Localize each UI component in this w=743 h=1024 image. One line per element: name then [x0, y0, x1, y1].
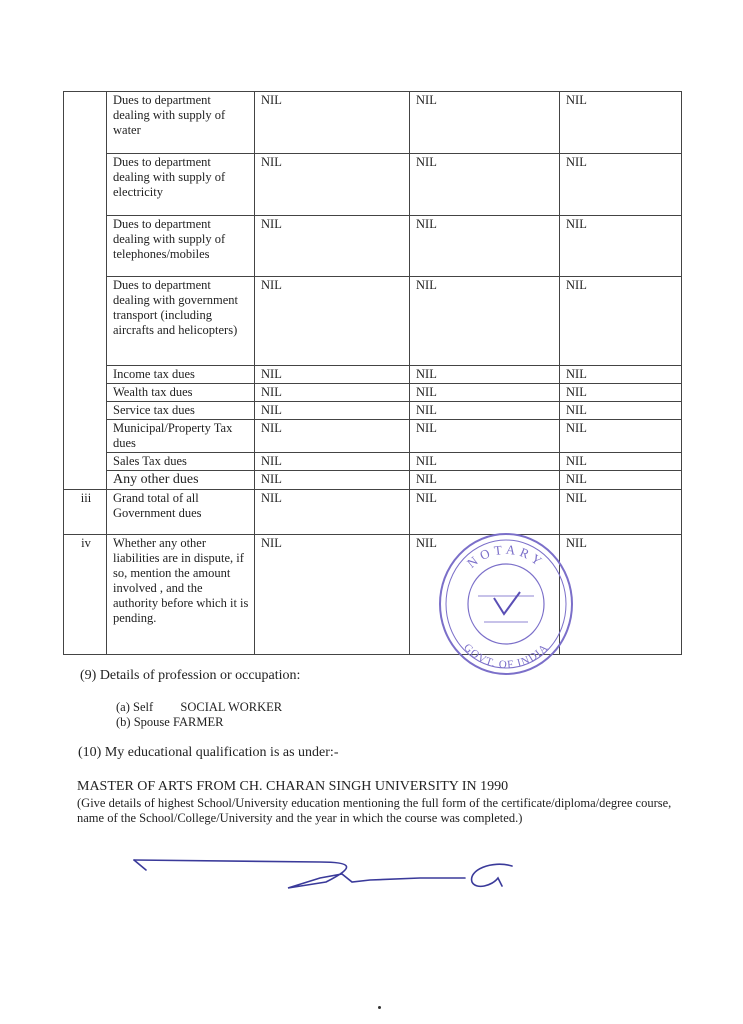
value-cell: NIL — [560, 366, 682, 384]
value-cell: NIL — [255, 471, 410, 490]
table-row — [64, 471, 682, 490]
description-cell: Dues to department dealing with supply of electricity — [107, 154, 255, 216]
table-row — [64, 92, 682, 154]
description-cell: Income tax dues — [107, 366, 255, 384]
value-cell: NIL — [410, 471, 560, 490]
stamp-top-text: NOTARY — [464, 541, 548, 571]
description-cell: Dues to department dealing with supply of telephones/mobiles — [107, 216, 255, 277]
notary-stamp-icon — [436, 530, 576, 678]
qualification-instruction: (Give details of highest School/University education mentioning the full form of the certificate/diploma/degree course, name of the School/College/University and the year in which the course was completed.) — [77, 796, 672, 825]
value-cell: NIL — [560, 453, 682, 471]
value-cell: NIL — [560, 535, 682, 655]
description-cell: Service tax dues — [107, 402, 255, 420]
description-cell: Any other dues — [107, 471, 255, 490]
row-number-cell: iv — [64, 535, 107, 655]
stamp-bottom-text: GOVT. OF INDIA — [461, 641, 551, 672]
value-cell: NIL — [560, 420, 682, 453]
qualification-text: MASTER OF ARTS FROM CH. CHARAN SINGH UNIVERSITY IN 1990 — [77, 779, 509, 794]
value-cell: NIL — [255, 384, 410, 402]
table-row — [64, 535, 682, 655]
value-cell: NIL — [410, 420, 560, 453]
value-cell: NIL — [560, 277, 682, 366]
table-row — [64, 384, 682, 402]
value-cell: NIL — [410, 154, 560, 216]
self-label: (a) Self — [116, 700, 154, 714]
table-row — [64, 366, 682, 384]
value-cell: NIL — [560, 92, 682, 154]
value-cell: NIL — [255, 154, 410, 216]
self-occupation-line — [116, 700, 282, 715]
value-cell: NIL — [410, 216, 560, 277]
value-cell: NIL — [255, 535, 410, 655]
value-cell: NIL — [255, 420, 410, 453]
description-cell: Dues to department dealing with supply of water — [107, 92, 255, 154]
table-row — [64, 420, 682, 453]
value-cell: NIL — [410, 402, 560, 420]
value-cell: NIL — [255, 216, 410, 277]
description-cell: Whether any other liabilities are in dispute, if so, mention the amount involved , and the authority before which it is pending. — [107, 535, 255, 655]
section-9-heading: (9) Details of profession or occupation: — [80, 668, 301, 683]
value-cell: NIL — [410, 92, 560, 154]
description-cell: Sales Tax dues — [107, 453, 255, 471]
spouse-label: (b) Spouse — [116, 715, 170, 729]
row-number-cell — [64, 92, 107, 490]
table-row — [64, 453, 682, 471]
table-row — [64, 277, 682, 366]
value-cell: NIL — [255, 402, 410, 420]
value-cell: NIL — [560, 402, 682, 420]
value-cell: NIL — [255, 92, 410, 154]
description-cell: Municipal/Property Tax dues — [107, 420, 255, 453]
value-cell: NIL — [560, 216, 682, 277]
table-row — [64, 154, 682, 216]
value-cell: NIL — [560, 154, 682, 216]
description-cell: Grand total of all Government dues — [107, 490, 255, 535]
spouse-occupation-line — [116, 715, 223, 730]
value-cell: NIL — [410, 453, 560, 471]
value-cell: NIL — [560, 471, 682, 490]
table-row — [64, 490, 682, 535]
value-cell: NIL — [410, 277, 560, 366]
signature-icon — [120, 848, 540, 898]
self-occupation-value: SOCIAL WORKER — [180, 700, 283, 714]
value-cell: NIL — [410, 384, 560, 402]
value-cell: NIL — [560, 490, 682, 535]
dues-table — [63, 91, 682, 655]
table-row — [64, 402, 682, 420]
value-cell: NIL — [255, 490, 410, 535]
row-number-cell: iii — [64, 490, 107, 535]
table-row — [64, 216, 682, 277]
value-cell: NIL — [410, 490, 560, 535]
value-cell: NIL — [410, 535, 560, 655]
value-cell: NIL — [255, 366, 410, 384]
value-cell: NIL — [255, 453, 410, 471]
description-cell: Wealth tax dues — [107, 384, 255, 402]
spouse-occupation-value: FARMER — [172, 715, 224, 729]
svg-text:NOTARY — [464, 542, 548, 571]
value-cell: NIL — [255, 277, 410, 366]
section-10-heading: (10) My educational qualification is as under:- — [78, 745, 339, 760]
description-cell: Dues to department dealing with government transport (including aircrafts and helicopters) — [107, 277, 255, 366]
scan-speck — [378, 1006, 381, 1009]
value-cell: NIL — [410, 366, 560, 384]
value-cell: NIL — [560, 384, 682, 402]
